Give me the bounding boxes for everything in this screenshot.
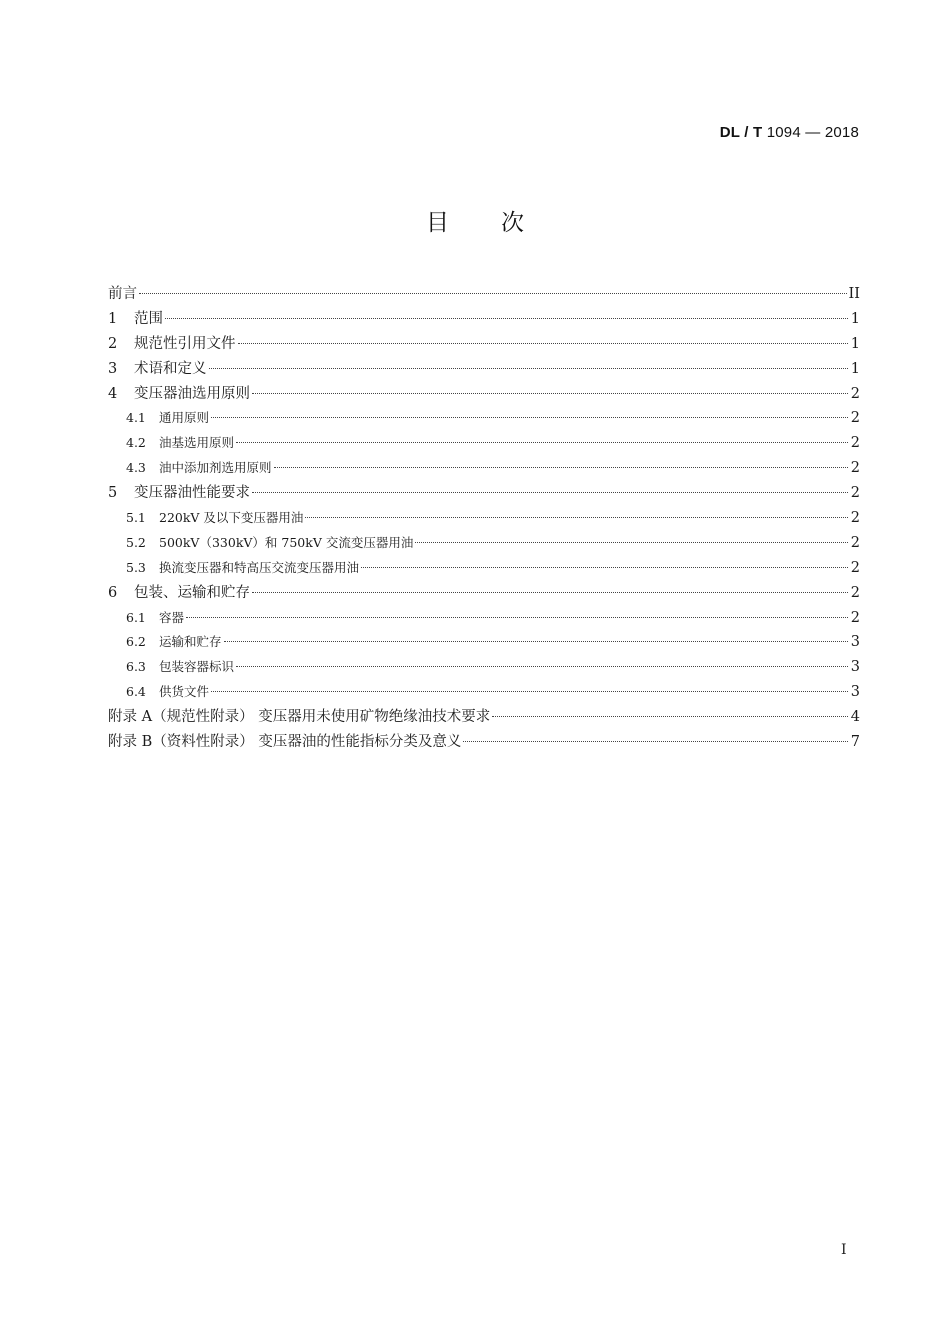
- toc-entry[interactable]: [108, 531, 860, 556]
- toc-dot-leader: [236, 442, 848, 443]
- toc-entry-page: 2: [850, 410, 860, 427]
- toc-entry[interactable]: [108, 431, 860, 456]
- toc-entry-page: 2: [850, 559, 860, 576]
- toc-dot-leader: [211, 691, 848, 692]
- toc-dot-leader: [252, 393, 848, 394]
- toc-entry-label: 范围: [134, 310, 163, 327]
- toc-entry-label: 换流变压器和特高压交流变压器用油: [159, 559, 360, 575]
- toc-dot-leader: [361, 567, 848, 568]
- toc-entry-number: 6.2: [126, 634, 146, 650]
- toc-entry[interactable]: [108, 606, 860, 631]
- toc-entry-number: 6.4: [126, 684, 146, 700]
- toc-dot-leader: [209, 368, 849, 369]
- toc-dot-leader: [492, 716, 848, 717]
- toc-entry[interactable]: [108, 556, 860, 581]
- toc-entry-page: 2: [850, 510, 860, 527]
- toc-dot-leader: [211, 417, 848, 418]
- toc-dot-leader: [236, 666, 848, 667]
- toc-entry-label: 油中添加剂选用原则: [159, 460, 272, 476]
- toc-entry-page: 1: [850, 310, 860, 327]
- toc-entry[interactable]: [108, 581, 860, 606]
- toc-entry-number: 4: [108, 385, 118, 402]
- toc-entry-label: 附录 A（规范性附录） 变压器用未使用矿物绝缘油技术要求: [108, 709, 491, 726]
- toc-entry-number: 4.1: [126, 410, 146, 426]
- toc-entry-page: 2: [850, 534, 860, 551]
- toc-entry-label: 容器: [159, 609, 185, 625]
- toc-entry-number: 4.3: [126, 460, 146, 476]
- toc-entry-page: 2: [850, 584, 860, 601]
- toc-entry[interactable]: [108, 705, 860, 730]
- toc-dot-leader: [139, 293, 847, 294]
- toc-entry-page: 7: [850, 734, 860, 751]
- toc-entry-label: 油基选用原则: [159, 435, 235, 451]
- toc-entry-page: 1: [850, 360, 860, 377]
- document-code: [720, 124, 859, 141]
- toc-entry-page: 3: [850, 684, 860, 701]
- toc-entry-page: 2: [850, 485, 860, 502]
- toc-dot-leader: [252, 592, 848, 593]
- page-number: I: [841, 1242, 847, 1258]
- toc-entry-page: II: [848, 286, 860, 302]
- toc-entry-label: 变压器油性能要求: [134, 485, 250, 502]
- toc-entry-number: 3: [108, 360, 118, 377]
- toc-entry-number: 6.3: [126, 659, 146, 675]
- toc-entry[interactable]: [108, 680, 860, 705]
- toc-entry[interactable]: [108, 506, 860, 531]
- toc-entry-label: 变压器油选用原则: [134, 385, 250, 402]
- toc-dot-leader: [238, 343, 849, 344]
- toc-entry-label: 附录 B（资料性附录） 变压器油的性能指标分类及意义: [108, 734, 462, 751]
- toc-entry-label: 前言: [108, 286, 137, 302]
- toc-entry-label: 包装、运输和贮存: [134, 584, 250, 601]
- toc-entry[interactable]: [108, 730, 860, 755]
- toc-entry-label: 运输和贮存: [159, 634, 222, 650]
- toc-entry-number: 6.1: [126, 609, 146, 625]
- toc-entry-number: 4.2: [126, 435, 146, 451]
- toc-dot-leader: [224, 641, 848, 642]
- toc-entry-page: 4: [850, 709, 860, 726]
- toc-entry[interactable]: [108, 406, 860, 431]
- toc-entry-label: 术语和定义: [134, 360, 207, 377]
- toc-entry-label: 规范性引用文件: [134, 335, 236, 352]
- toc-dot-leader: [305, 517, 848, 518]
- toc-dot-leader: [165, 318, 848, 319]
- toc-entry[interactable]: [108, 382, 860, 407]
- table-of-contents: [108, 282, 860, 755]
- toc-entry-label: 220kV 及以下变压器用油: [159, 510, 304, 526]
- toc-entry-label: 供货文件: [159, 684, 210, 700]
- toc-entry-page: 3: [850, 634, 860, 651]
- toc-dot-leader: [274, 467, 848, 468]
- toc-entry[interactable]: [108, 357, 860, 382]
- toc-entry[interactable]: [108, 282, 860, 307]
- toc-entry-number: 2: [108, 335, 118, 352]
- document-code-prefix: DL / T: [719, 124, 763, 141]
- toc-dot-leader: [252, 492, 848, 493]
- toc-entry-page: 2: [850, 460, 860, 477]
- toc-entry-page: 2: [850, 609, 860, 626]
- toc-entry-page: 3: [850, 659, 860, 676]
- toc-dot-leader: [463, 741, 848, 742]
- toc-entry-number: 6: [108, 584, 118, 601]
- toc-entry[interactable]: [108, 307, 860, 332]
- toc-entry[interactable]: [108, 655, 860, 680]
- toc-title: 目次: [426, 210, 576, 236]
- toc-entry-label: 500kV（330kV）和 750kV 交流变压器用油: [159, 534, 414, 550]
- toc-dot-leader: [186, 617, 848, 618]
- toc-entry[interactable]: [108, 456, 860, 481]
- toc-entry[interactable]: [108, 332, 860, 357]
- toc-entry-page: 2: [850, 435, 860, 452]
- toc-dot-leader: [415, 542, 848, 543]
- document-code-suffix: 1094 — 2018: [766, 124, 859, 141]
- toc-entry[interactable]: [108, 481, 860, 506]
- toc-entry[interactable]: [108, 630, 860, 655]
- toc-entry-number: 5.3: [126, 559, 146, 575]
- toc-entry-number: 5.2: [126, 534, 146, 550]
- toc-entry-number: 5.1: [126, 510, 146, 526]
- toc-entry-label: 通用原则: [159, 410, 210, 426]
- toc-entry-page: 1: [850, 335, 860, 352]
- toc-entry-number: 5: [108, 485, 118, 502]
- toc-entry-number: 1: [108, 310, 118, 327]
- toc-entry-label: 包装容器标识: [159, 659, 235, 675]
- toc-entry-page: 2: [850, 385, 860, 402]
